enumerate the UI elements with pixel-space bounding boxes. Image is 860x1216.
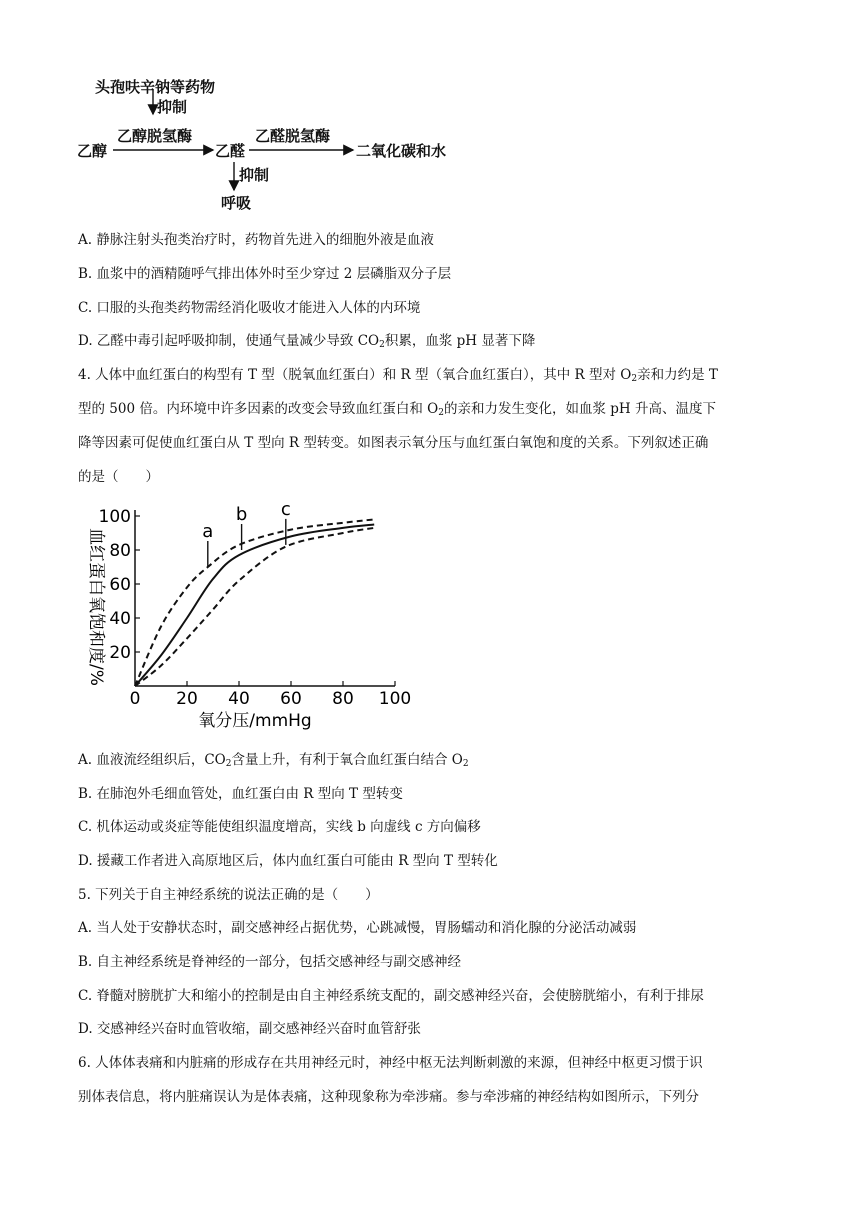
q5-option-d: D. 交感神经兴奋时血管收缩，副交感神经兴奋时血管舒张	[78, 1021, 421, 1037]
y-tick-label: 60	[109, 575, 131, 595]
curve-b	[135, 525, 374, 687]
respiration-label: 呼吸	[221, 194, 252, 212]
metabolic-pathway-diagram	[75, 70, 475, 220]
q4-stem-line-1-rest: 亲和力约是 T	[637, 367, 718, 383]
x-tick-label: 60	[280, 689, 302, 709]
q4-option-c: C. 机体运动或炎症等能使组织温度增高，实线 b 向虚线 c 方向偏移	[78, 819, 481, 835]
marker-label-c: c	[280, 498, 291, 520]
q3-option-a: A. 静脉注射头孢类治疗时，药物首先进入的细胞外液是血液	[78, 232, 434, 248]
q4-option-a-mid: 含量上升，有利于氧合血红蛋白结合 O	[231, 752, 463, 768]
q3-option-d	[78, 331, 535, 355]
inhibit-label-1: 抑制	[157, 98, 188, 116]
inhibit-label-2: 抑制	[239, 166, 270, 184]
q4-stem-line-2-rest: 的亲和力发生变化，如血浆 pH 升高、温度下	[443, 401, 716, 417]
x-tick-label: 20	[176, 689, 198, 709]
y-axis-label: 血红蛋白氧饱和度/%	[86, 528, 106, 686]
ethanol-label: 乙醇	[77, 142, 108, 160]
q4-stem-line-2-sub: 2	[438, 408, 444, 418]
y-tick-label: 80	[109, 541, 131, 561]
x-tick-label: 100	[378, 689, 412, 709]
q3-option-d-text: D. 乙醛中毒引起呼吸抑制，使通气量减少导致 CO	[78, 333, 380, 349]
enzyme-1-label: 乙醇脱氢酶	[117, 127, 193, 145]
x-tick-label: 80	[332, 689, 354, 709]
q3-option-c: C. 口服的头孢类药物需经消化吸收才能进入人体的内环境	[78, 300, 421, 316]
x-axis-label: 氧分压/mmHg	[198, 711, 312, 731]
q4-stem-line-3: 降等因素可促使血红蛋白从 T 型向 R 型转变。如图表示氧分压与血红蛋白氧饱和度的关系。下列叙述正确	[78, 435, 709, 451]
chart-svg	[75, 496, 412, 736]
q4-option-a-sub-2: 2	[462, 759, 469, 769]
q3-option-b: B. 血浆中的酒精随呼气排出体外时至少穿过 2 层磷脂双分子层	[78, 266, 452, 282]
q4-stem-line-1-sub: 2	[631, 374, 638, 384]
q3-option-d-rest: 积累，血浆 pH 显著下降	[384, 333, 536, 349]
marker-label-b: b	[235, 504, 248, 525]
q4-option-b: B. 在肺泡外毛细血管处，血红蛋白由 R 型向 T 型转变	[78, 786, 403, 802]
curve-c	[135, 528, 374, 686]
q4-option-a	[78, 750, 469, 774]
q4-stem-line-1-text: 4. 人体中血红蛋白的构型有 T 型（脱氧血红蛋白）和 R 型（氧合血红蛋白），其中 R 型对 O	[78, 367, 632, 383]
product-label: 二氧化碳和水	[356, 142, 447, 160]
q3-option-d-sub: 2	[379, 340, 385, 350]
q4-option-a-sub: 2	[225, 759, 232, 769]
y-tick-label: 40	[109, 609, 131, 629]
q4-option-d: D. 援藏工作者进入高原地区后，体内血红蛋白可能由 R 型向 T 型转化	[78, 853, 498, 869]
q5-option-c: C. 脊髓对膀胱扩大和缩小的控制是由自主神经系统支配的，副交感神经兴奋，会使膀胱缩小，有利于排尿	[78, 988, 704, 1004]
marker-label-a: a	[202, 521, 214, 542]
curve-a	[135, 519, 374, 686]
q4-stem-line-1	[78, 365, 718, 389]
q5-option-a: A. 当人处于安静状态时，副交感神经占据优势，心跳减慢，胃肠蠕动和消化腺的分泌活动减弱	[78, 920, 637, 936]
q4-option-a-text: A. 血液流经组织后，CO	[78, 752, 226, 768]
acetaldehyde-label: 乙醛	[215, 142, 246, 160]
q6-stem-line-1: 6. 人体体表痛和内脏痛的形成存在共用神经元时，神经中枢无法判断刺激的来源，但神经中枢更习惯于识	[78, 1055, 703, 1071]
x-tick-label: 40	[228, 689, 250, 709]
q4-stem-line-4: 的是（ ）	[78, 469, 159, 485]
x-tick-label: 0	[129, 689, 141, 709]
q6-stem-line-2: 别体表信息，将内脏痛误认为是体表痛，这种现象称为牵涉痛。参与牵涉痛的神经结构如图所示，下列分	[78, 1089, 699, 1105]
oxygen-dissociation-chart	[75, 496, 412, 736]
q5-option-b: B. 自主神经系统是脊神经的一部分，包括交感神经与副交感神经	[78, 954, 462, 970]
y-tick-label: 20	[109, 643, 131, 663]
drug-label: 头孢呋辛钠等药物	[95, 78, 216, 96]
q5-stem: 5. 下列关于自主神经系统的说法正确的是（ ）	[78, 887, 379, 903]
q4-stem-line-2	[78, 399, 716, 423]
y-tick-label: 100	[98, 507, 131, 527]
enzyme-2-label: 乙醛脱氢酶	[255, 127, 331, 145]
q4-stem-line-2-text: 型的 500 倍。内环境中许多因素的改变会导致血红蛋白和 O	[78, 401, 439, 417]
